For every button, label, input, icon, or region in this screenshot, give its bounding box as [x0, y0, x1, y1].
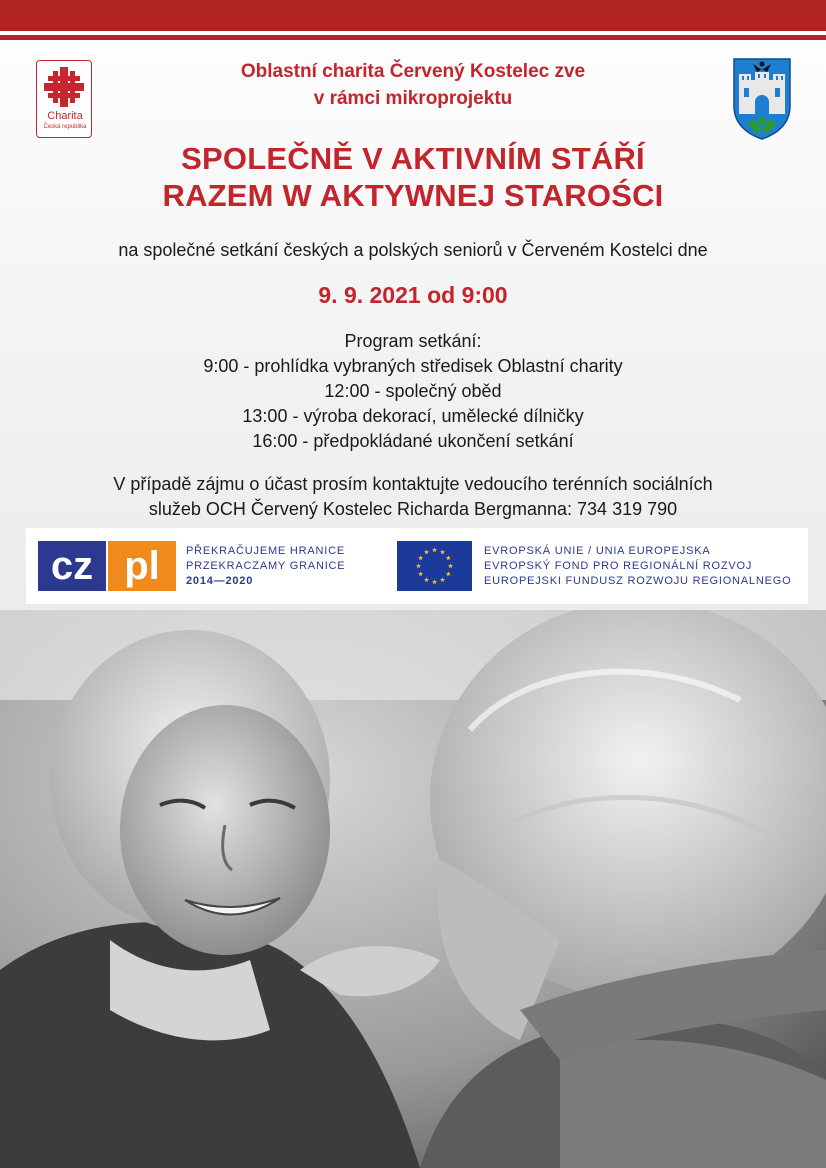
eu-star — [440, 550, 445, 555]
contact-line-1: V případě zájmu o účast prosím kontaktujte vedoucího terénních sociálních — [113, 474, 713, 494]
event-date: 9. 9. 2021 od 9:00 — [318, 282, 508, 308]
eu-star — [446, 555, 451, 560]
eu-star — [418, 555, 423, 560]
eu-star — [432, 547, 437, 552]
eu-star — [424, 577, 429, 582]
czpl-logo-cz: cz — [38, 541, 106, 591]
eu-star — [440, 577, 445, 582]
eu-star — [432, 579, 437, 584]
czpl-text-line-2: PRZEKRACZAMY GRANICE — [186, 560, 346, 572]
charita-logo-subtitle: Česká republika — [43, 124, 87, 130]
intro-line-2: v rámci mikroprojektu — [313, 88, 513, 109]
two-elderly-women-photo — [0, 610, 826, 1168]
intro-line-1: Oblastní charita Červený Kostelec zve — [240, 61, 586, 82]
eu-star — [448, 563, 453, 568]
program-item: 12:00 - společný oběd — [324, 381, 502, 401]
eu-text-line-1: EVROPSKÁ UNIE / UNIA EUROPEJSKA — [484, 545, 711, 557]
czpl-text-line-3: 2014—2020 — [186, 575, 254, 587]
program-heading: Program setkání: — [344, 331, 482, 351]
eu-text-line-2: EVROPSKÝ FOND PRO REGIONÁLNÍ ROZVOJ — [484, 560, 753, 572]
top-red-line — [0, 35, 826, 40]
title-czech: SPOLEČNĚ V AKTIVNÍM STÁŘÍ — [181, 141, 645, 176]
eu-text-line-3: EUROPEJSKI FUNDUSZ ROZWOJU REGIONALNEGO — [484, 575, 792, 587]
eu-stars — [397, 541, 472, 591]
eu-star — [416, 563, 421, 568]
program-item: 13:00 - výroba dekorací, umělecké dílničky — [242, 406, 584, 426]
program-item: 9:00 - prohlídka vybraných středisek Oblastní charity — [203, 356, 623, 376]
title-polish: RAZEM W AKTYWNEJ STAROŚCI — [162, 178, 664, 213]
invitation-text: na společné setkání českých a polských seniorů v Červeném Kostelci dne — [118, 240, 708, 260]
czpl-logo-pl: pl — [108, 541, 176, 591]
top-red-bar — [0, 0, 826, 31]
eu-star — [424, 550, 429, 555]
charita-logo-name: Charita — [47, 110, 83, 122]
contact-line-2: služeb OCH Červený Kostelec Richarda Bergmanna: 734 319 790 — [148, 499, 678, 519]
program-item: 16:00 - předpokládané ukončení setkání — [252, 431, 574, 451]
czpl-text-line-1: PŘEKRAČUJEME HRANICE — [186, 545, 346, 557]
eu-star — [418, 571, 423, 576]
eu-flag-icon — [397, 541, 472, 591]
eu-star — [446, 571, 451, 576]
